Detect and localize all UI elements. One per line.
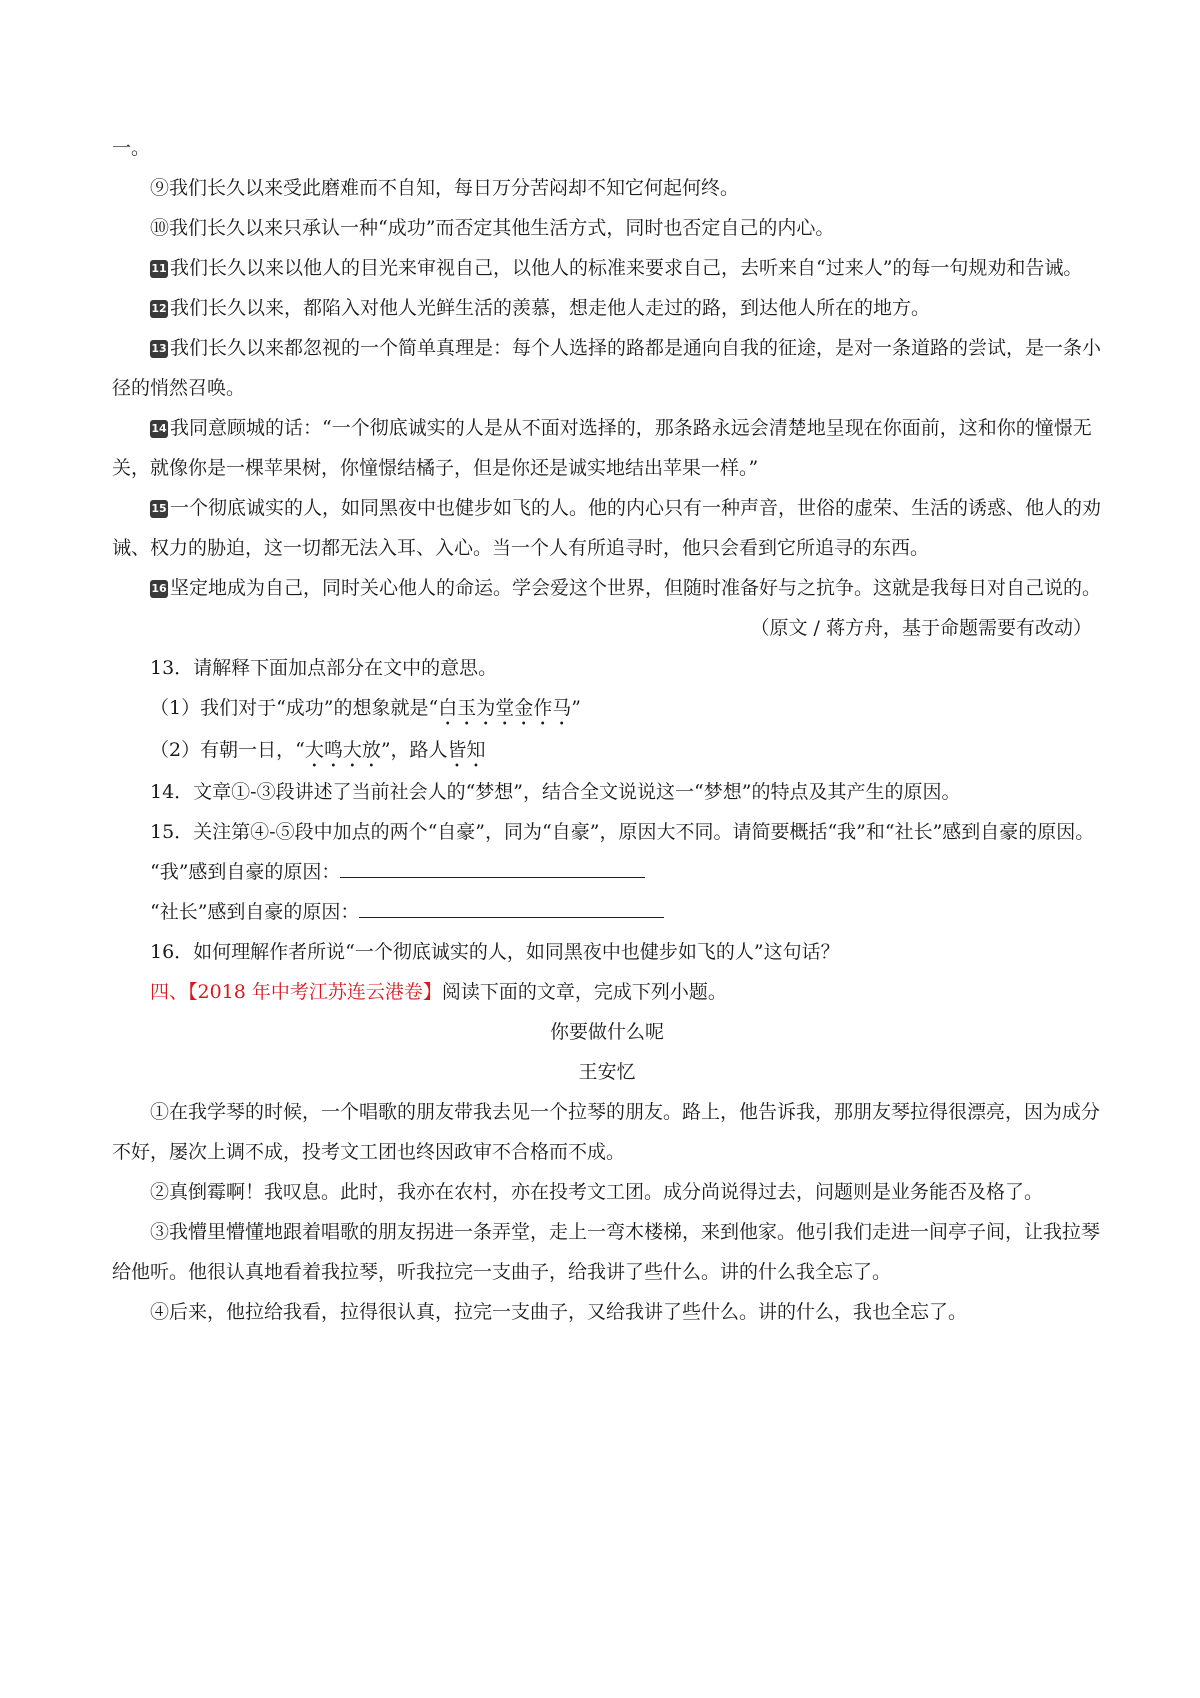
paragraph-text: 我们长久以来都忽视的一个简单真理是：每个人选择的路都是通向自我的征途，是对一条道路的尝试，是一条小径的悄然召唤。	[112, 337, 1102, 399]
answer-blank[interactable]	[340, 855, 645, 878]
paragraph-number-badge: 12	[150, 300, 168, 318]
article-author: 王安忆	[578, 1061, 636, 1083]
question-15-answer-b	[112, 892, 1102, 932]
question-15-answer-a	[112, 852, 1102, 892]
paragraph-number-badge: 13	[150, 340, 168, 358]
answer-blank[interactable]	[359, 895, 664, 918]
paragraph-number-badge: 11	[150, 260, 168, 278]
article-paragraph-2: ②真倒霉啊！我叹息。此时，我亦在农村，亦在投考文工团。成分尚说得过去，问题则是业务能否及格了。	[150, 1181, 1044, 1203]
paragraph-number-badge: 16	[150, 580, 168, 598]
section-4-instruction: 阅读下面的文章，完成下列小题。	[441, 981, 727, 1003]
dotted-phrase: 大鸣大放	[304, 739, 381, 761]
paragraph-15	[112, 488, 1102, 568]
question-text: ”	[571, 697, 581, 719]
answer-label: “我”感到自豪的原因：	[150, 861, 341, 883]
paragraph-continuation: 一。	[112, 137, 151, 159]
paragraph-10: ⑩我们长久以来只承认一种“成功”而否定其他生活方式，同时也否定自己的内心。	[150, 217, 835, 239]
question-14: 14．文章①-③段讲述了当前社会人的“梦想”，结合全文说说这一“梦想”的特点及其产生的原因。	[150, 781, 961, 803]
answer-label: “社长”感到自豪的原因：	[150, 901, 360, 923]
question-13-part-1	[112, 688, 1102, 730]
paragraph-9: ⑨我们长久以来受此磨难而不自知，每日万分苦闷却不知它何起何终。	[150, 177, 740, 199]
paragraph-number-badge: 14	[150, 420, 168, 438]
question-16: 16．如何理解作者所说“一个彻底诚实的人，如同黑夜中也健步如飞的人”这句话？	[150, 941, 840, 963]
article-paragraph-3: ③我懵里懵懂地跟着唱歌的朋友拐进一条弄堂，走上一弯木楼梯，来到他家。他引我们走进一间亭子间，让我拉琴给他听。他很认真地看着我拉琴，听我拉完一支曲子，给我讲了些什么。讲的什么我全忘了。	[112, 1221, 1101, 1283]
question-text: ”，路人	[380, 739, 448, 761]
paragraph-number-badge: 15	[150, 500, 168, 518]
paragraph-16	[112, 568, 1102, 608]
paragraph-12	[112, 288, 1102, 328]
paragraph-text: 我同意顾城的话：“一个彻底诚实的人是从不面对选择的，那条路永远会清楚地呈现在你面前，这和你的憧憬无关，就像你是一棵苹果树，你憧憬结橘子，但是你还是诚实地结出苹果一样。”	[112, 417, 1092, 479]
paragraph-11	[112, 248, 1102, 288]
question-15: 15．关注第④-⑤段中加点的两个“自豪”，同为“自豪”，原因大不同。请简要概括“我”和“社长”感到自豪的原因。	[150, 821, 1095, 843]
question-13-part-2	[112, 730, 1102, 772]
paragraph-text: 我们长久以来以他人的目光来审视自己，以他人的标准来要求自己，去听来自“过来人”的每一句规劝和告诫。	[170, 257, 1083, 279]
question-text: （1）我们对于“成功”的想象就是“	[150, 697, 439, 719]
paragraph-14	[112, 408, 1102, 488]
article-paragraph-1: ①在我学琴的时候，一个唱歌的朋友带我去见一个拉琴的朋友。路上，他告诉我，那朋友琴拉得很漂亮，因为成分不好，屡次上调不成，投考文工团也终因政审不合格而不成。	[112, 1101, 1101, 1163]
dotted-phrase: 皆知	[447, 739, 486, 761]
paragraph-text: 我们长久以来，都陷入对他人光鲜生活的羡慕，想走他人走过的路，到达他人所在的地方。	[170, 297, 931, 319]
source-attribution: （原文 / 蒋方舟，基于命题需要有改动）	[750, 617, 1092, 639]
section-4-header	[112, 972, 1102, 1012]
article-paragraph-4: ④后来，他拉给我看，拉得很认真，拉完一支曲子，又给我讲了些什么。讲的什么，我也全忘了。	[150, 1301, 968, 1323]
question-13: 13．请解释下面加点部分在文中的意思。	[150, 657, 498, 679]
question-text: （2）有朝一日，“	[150, 739, 305, 761]
paragraph-text: 一个彻底诚实的人，如同黑夜中也健步如飞的人。他的内心只有一种声音，世俗的虚荣、生活的诱惑、他人的劝诫、权力的胁迫，这一切都无法入耳、入心。当一个人有所追寻时，他只会看到它所追寻的东西。	[112, 497, 1102, 559]
paragraph-13	[112, 328, 1102, 408]
page-content	[112, 128, 1102, 1332]
section-4-label: 四、【2018 年中考江苏连云港卷】	[150, 981, 442, 1003]
paragraph-text: 坚定地成为自己，同时关心他人的命运。学会爱这个世界，但随时准备好与之抗争。这就是我每日对自己说的。	[170, 577, 1102, 599]
article-title: 你要做什么呢	[549, 1021, 664, 1043]
dotted-phrase: 白玉为堂金作马	[438, 697, 572, 719]
